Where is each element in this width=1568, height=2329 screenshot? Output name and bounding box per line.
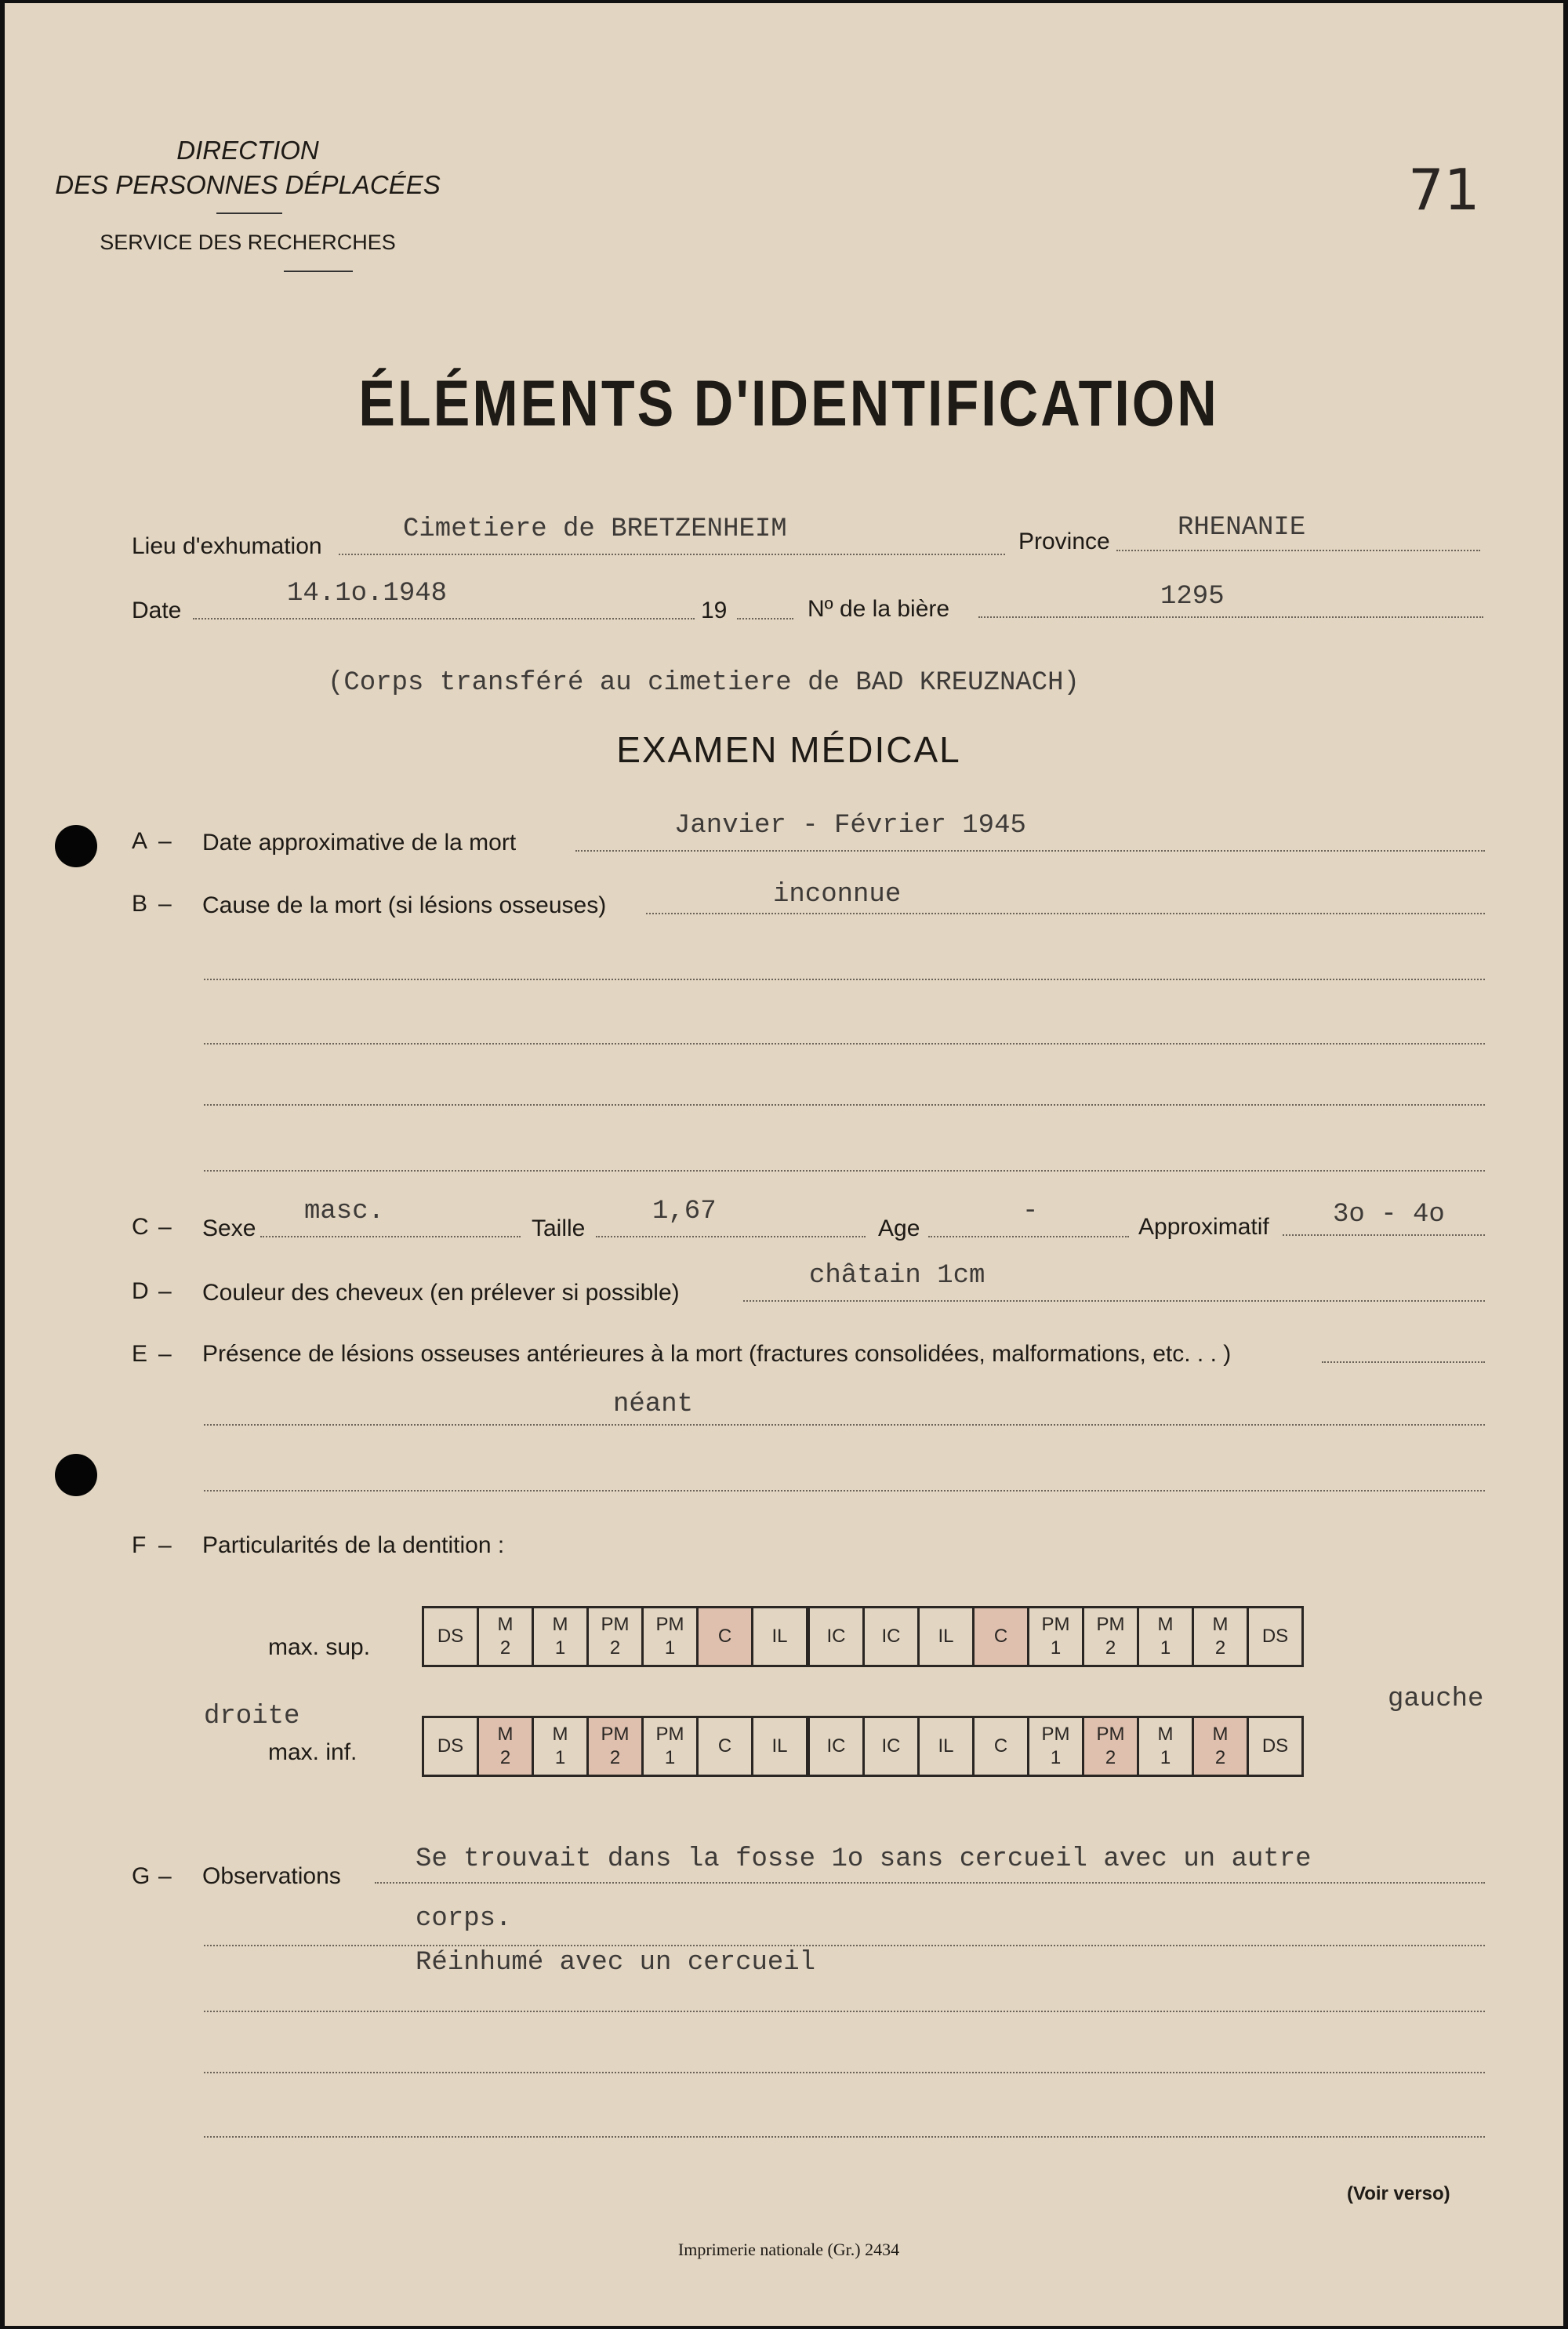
item-b-extra-line [204, 979, 1485, 980]
tooth-code: C [993, 1735, 1008, 1757]
sexe-value: masc. [304, 1197, 385, 1226]
tooth-code: PM [655, 1614, 684, 1635]
item-e-value: néant [613, 1390, 694, 1419]
tooth-cell [919, 1608, 974, 1666]
item-b-value: inconnue [773, 880, 902, 910]
biere-line [978, 616, 1483, 618]
page-number: 71 [1408, 157, 1480, 223]
lieu-value: Cimetiere de BRETZENHEIM [403, 514, 787, 544]
header-line-1: DIRECTION [176, 136, 319, 165]
dash: – [158, 1863, 172, 1889]
dash: – [158, 1278, 172, 1304]
tooth-cell [1029, 1608, 1083, 1666]
sexe-label: Sexe [202, 1215, 256, 1241]
province-line [1116, 550, 1480, 551]
tooth-cell [423, 1608, 478, 1666]
tooth-number: 2 [1214, 1747, 1226, 1768]
tooth-number: 1 [554, 1747, 566, 1768]
tooth-code: DS [1261, 1626, 1289, 1647]
tooth-code: PM [1096, 1614, 1125, 1635]
droite-label: droite [204, 1702, 300, 1731]
tooth-number: 1 [664, 1637, 676, 1659]
item-e-letter: E [132, 1341, 148, 1367]
tooth-cell [1248, 1717, 1303, 1776]
dash: – [158, 1214, 172, 1240]
tooth-code: DS [1261, 1735, 1289, 1757]
age-label: Age [878, 1215, 920, 1241]
taille-label: Taille [532, 1215, 586, 1241]
lieu-line [339, 554, 1005, 555]
tooth-code: C [717, 1735, 732, 1757]
item-b-extra-line [204, 1170, 1485, 1172]
tooth-cell [1083, 1608, 1138, 1666]
observations-line [204, 2011, 1485, 2012]
item-b-label: Cause de la mort (si lésions osseuses) [202, 892, 607, 918]
tooth-code: M [552, 1614, 568, 1635]
tooth-number: 2 [1105, 1747, 1116, 1768]
tooth-cell [808, 1717, 864, 1776]
tooth-code: PM [655, 1724, 684, 1745]
tooth-cell [1138, 1717, 1193, 1776]
item-a-value: Janvier - Février 1945 [674, 811, 1026, 841]
tooth-cell [698, 1608, 753, 1666]
tooth-number: 1 [1050, 1747, 1062, 1768]
form-title: ÉLÉMENTS D'IDENTIFICATION [358, 366, 1219, 440]
age-value: - [1022, 1197, 1039, 1226]
item-b-extra-line [204, 1043, 1485, 1045]
item-d-line [743, 1300, 1485, 1302]
tooth-cell [919, 1717, 974, 1776]
tooth-code: IC [881, 1735, 901, 1757]
tooth-code: IL [771, 1735, 788, 1757]
punch-hole [55, 1454, 97, 1496]
tooth-code: M [497, 1724, 514, 1745]
item-c-letter: C [132, 1214, 149, 1240]
tooth-number: 2 [609, 1637, 621, 1659]
tooth-cell [478, 1608, 533, 1666]
dash: – [158, 1532, 172, 1558]
item-d-label: Couleur des cheveux (en prélever si possible) [202, 1280, 680, 1306]
biere-value: 1295 [1160, 582, 1225, 612]
tooth-cell [1138, 1608, 1193, 1666]
tooth-cell [698, 1717, 753, 1776]
tooth-code: IC [881, 1626, 901, 1647]
biere-label: Nº de la bière [808, 596, 950, 622]
item-e-label: Présence de lésions osseuses antérieures à la mort (fractures consolidées, malformations, etc. . . ) [202, 1341, 1232, 1367]
observations-line-2: corps. [416, 1904, 512, 1934]
tooth-cell [1029, 1717, 1083, 1776]
item-b-line [646, 913, 1485, 914]
header-divider [216, 213, 282, 214]
dash: – [158, 1341, 172, 1367]
tooth-number: 2 [609, 1747, 621, 1768]
teeth-row-lower [423, 1717, 1303, 1776]
observations-line [204, 2072, 1485, 2073]
tooth-number: 2 [499, 1637, 511, 1659]
tooth-code: DS [437, 1626, 464, 1647]
tooth-number: 2 [1105, 1637, 1116, 1659]
tooth-code: M [1157, 1614, 1174, 1635]
tooth-cell [643, 1717, 698, 1776]
observations-line [204, 2136, 1485, 2138]
tooth-code: PM [601, 1614, 630, 1635]
tooth-code: C [717, 1626, 732, 1647]
item-b-letter: B [132, 891, 148, 917]
teeth-row-upper [423, 1608, 1303, 1666]
taille-value: 1,67 [652, 1197, 717, 1226]
tooth-code: PM [1096, 1724, 1125, 1745]
tooth-code: M [497, 1614, 514, 1635]
tooth-cell [533, 1608, 588, 1666]
tooth-cell [753, 1608, 808, 1666]
dash: – [158, 828, 172, 854]
date-value: 14.1o.1948 [287, 579, 448, 609]
tooth-code: M [1212, 1614, 1229, 1635]
tooth-code: C [993, 1626, 1008, 1647]
tooth-cell [533, 1717, 588, 1776]
tooth-cell [588, 1717, 643, 1776]
teeth-table-lower [422, 1716, 1304, 1777]
punch-hole [55, 825, 97, 867]
tooth-cell [974, 1608, 1029, 1666]
observations-line-3: Réinhumé avec un cercueil [416, 1948, 816, 1978]
tooth-cell [1248, 1608, 1303, 1666]
observations-label: Observations [202, 1863, 341, 1889]
tooth-cell [588, 1608, 643, 1666]
tooth-number: 1 [1160, 1637, 1171, 1659]
tooth-number: 1 [664, 1747, 676, 1768]
dash: – [158, 891, 172, 917]
tooth-code: IL [938, 1626, 954, 1647]
date-label: Date [132, 598, 182, 623]
lieu-label: Lieu d'exhumation [132, 533, 322, 559]
tooth-cell [478, 1717, 533, 1776]
header-line-2: DES PERSONNES DÉPLACÉES [55, 170, 441, 199]
tooth-code: M [552, 1724, 568, 1745]
tooth-number: 1 [554, 1637, 566, 1659]
gauche-label: gauche [1388, 1684, 1484, 1714]
tooth-number: 1 [1050, 1637, 1062, 1659]
observations-line [204, 1945, 1485, 1946]
approx-label: Approximatif [1138, 1214, 1269, 1240]
tooth-code: M [1157, 1724, 1174, 1745]
item-e-line-3 [204, 1490, 1485, 1492]
tooth-cell [974, 1717, 1029, 1776]
tooth-code: PM [601, 1724, 630, 1745]
tooth-cell [1193, 1717, 1248, 1776]
province-label: Province [1018, 529, 1110, 554]
tooth-number: 2 [499, 1747, 511, 1768]
teeth-table-upper [422, 1606, 1304, 1667]
item-e-line [1322, 1361, 1485, 1363]
tooth-cell [1083, 1717, 1138, 1776]
tooth-cell [808, 1608, 864, 1666]
form-page [5, 3, 1563, 2326]
item-f-label: Particularités de la dentition : [202, 1532, 505, 1558]
sexe-line [260, 1236, 521, 1237]
item-d-value: châtain 1cm [809, 1261, 985, 1291]
tooth-code: IL [771, 1626, 788, 1647]
item-a-line [575, 850, 1485, 852]
tooth-code: PM [1041, 1614, 1070, 1635]
examen-title: EXAMEN MÉDICAL [616, 729, 961, 770]
voir-verso: (Voir verso) [1347, 2183, 1450, 2204]
province-value: RHENANIE [1178, 513, 1306, 543]
tooth-code: M [1212, 1724, 1229, 1745]
tooth-code: IC [826, 1626, 846, 1647]
item-e-line-2 [204, 1424, 1485, 1426]
header-divider [284, 271, 353, 272]
tooth-number: 1 [1160, 1747, 1171, 1768]
tooth-cell [643, 1608, 698, 1666]
taille-line [596, 1236, 866, 1237]
header-service: SERVICE DES RECHERCHES [100, 231, 396, 254]
item-a-letter: A [132, 828, 148, 854]
tooth-code: DS [437, 1735, 464, 1757]
item-b-extra-line [204, 1104, 1485, 1106]
age-line [928, 1236, 1129, 1237]
tooth-code: IL [938, 1735, 954, 1757]
year-prefix: 19 [701, 598, 728, 623]
tooth-cell [423, 1717, 478, 1776]
approx-line [1283, 1234, 1485, 1236]
transfer-note: (Corps transféré au cimetiere de BAD KREUZNACH) [328, 668, 1080, 698]
observations-line-1: Se trouvait dans la fosse 1o sans cercueil avec un autre [416, 1844, 1312, 1874]
header-direction [5, 133, 491, 202]
tooth-code: PM [1041, 1724, 1070, 1745]
approx-value: 3o - 4o [1333, 1200, 1445, 1230]
max-inf-label: max. inf. [268, 1739, 358, 1765]
item-d-letter: D [132, 1278, 149, 1304]
tooth-cell [864, 1608, 919, 1666]
item-g-letter: G [132, 1863, 151, 1889]
item-a-label: Date approximative de la mort [202, 830, 517, 856]
tooth-cell [1193, 1608, 1248, 1666]
tooth-cell [753, 1717, 808, 1776]
year-line [737, 618, 793, 619]
max-sup-label: max. sup. [268, 1634, 371, 1660]
date-line [193, 618, 695, 619]
imprimerie: Imprimerie nationale (Gr.) 2434 [677, 2240, 900, 2259]
tooth-cell [864, 1717, 919, 1776]
tooth-number: 2 [1214, 1637, 1226, 1659]
tooth-code: IC [826, 1735, 846, 1757]
observations-line [375, 1882, 1485, 1884]
item-f-letter: F [132, 1532, 147, 1558]
